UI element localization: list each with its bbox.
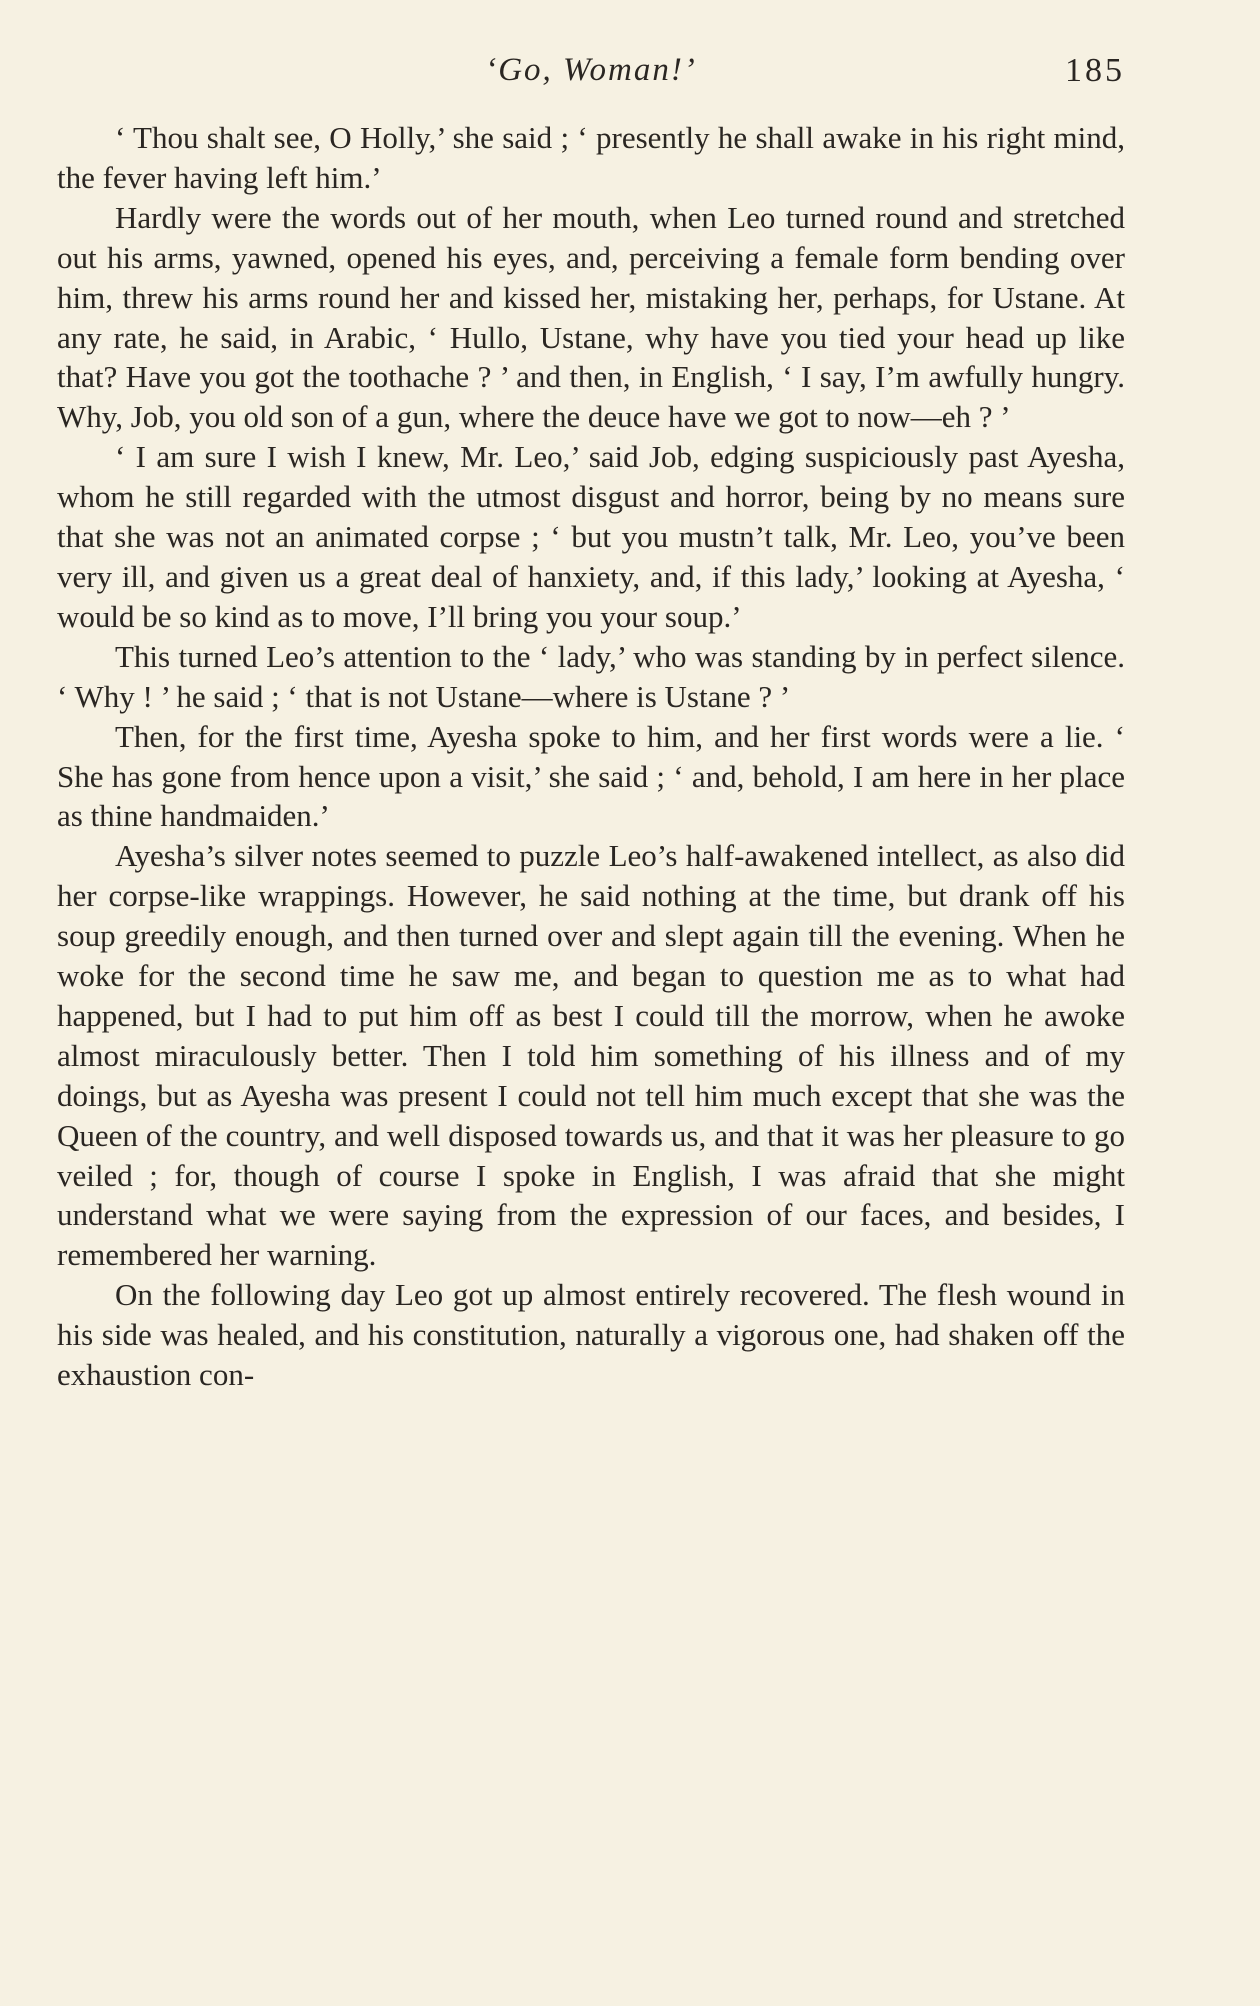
paragraph: ‘ Thou shalt see, O Holly,’ she said ; ‘ presently he shall awake in his right mind, the fever having left him.’ [57, 120, 1125, 195]
running-title: ‘Go, Woman!’ [485, 52, 697, 88]
book-page [57, 38, 1125, 1395]
paragraph: Ayesha’s silver notes seemed to puzzle Leo’s half-awakened intellect, as also did her corpse-like wrappings. However, he said nothing at the time, but drank off his soup greedily enough, and then turned over and slept again till the evening. When he woke for the second time he saw me, and began to question me as to what had happened, but I had to put him off as best I could till the morrow, when he awoke almost miraculously better. Then I told him something of his illness and of my doings, but as Ayesha was present I could not tell him much except that she was the Queen of the country, and well disposed towards us, and that it was her pleasure to go veiled ; for, though of course I spoke in English, I was afraid that she might understand what we were saying from the expression of our faces, and besides, I remembered her warning. [57, 838, 1125, 1273]
page-header [57, 38, 1125, 100]
paragraph: Then, for the first time, Ayesha spoke to him, and her first words were a lie. ‘ She has gone from hence upon a visit,’ she said ; ‘ and, behold, I am here in her place as thine handmaiden.’ [57, 718, 1125, 834]
paragraph: Hardly were the words out of her mouth, when Leo turned round and stretched out his arms, yawned, opened his eyes, and, perceiving a female form bending over him, threw his arms round her and kissed her, mistaking her, perhaps, for Ustane. At any rate, he said, in Arabic, ‘ Hullo, Ustane, why have you tied your head up like that? Have you got the toothache ? ’ and then, in English, ‘ I say, I’m awfully hungry. Why, Job, you old son of a gun, where the deuce have we got to now—eh ? ’ [57, 199, 1125, 435]
page-number: 185 [1065, 52, 1125, 89]
paragraph: This turned Leo’s attention to the ‘ lady,’ who was standing by in perfect silence. ‘ Why ! ’ he said ; ‘ that is not Ustane—where is Ustane ? ’ [57, 638, 1125, 714]
paragraph: ‘ I am sure I wish I knew, Mr. Leo,’ said Job, edging suspiciously past Ayesha, whom he still regarded with the utmost disgust and horror, being by no means sure that she was not an animated corpse ; ‘ but you mustn’t talk, Mr. Leo, you’ve been very ill, and given us a great deal of hanxiety, and, if this lady,’ looking at Ayesha, ‘ would be so kind as to move, I’ll bring you your soup.’ [57, 439, 1125, 634]
body-text [57, 118, 1125, 1395]
paragraph: On the following day Leo got up almost entirely recovered. The flesh wound in his side was healed, and his constitution, naturally a vigorous one, had shaken off the exhaustion con- [57, 1277, 1125, 1393]
